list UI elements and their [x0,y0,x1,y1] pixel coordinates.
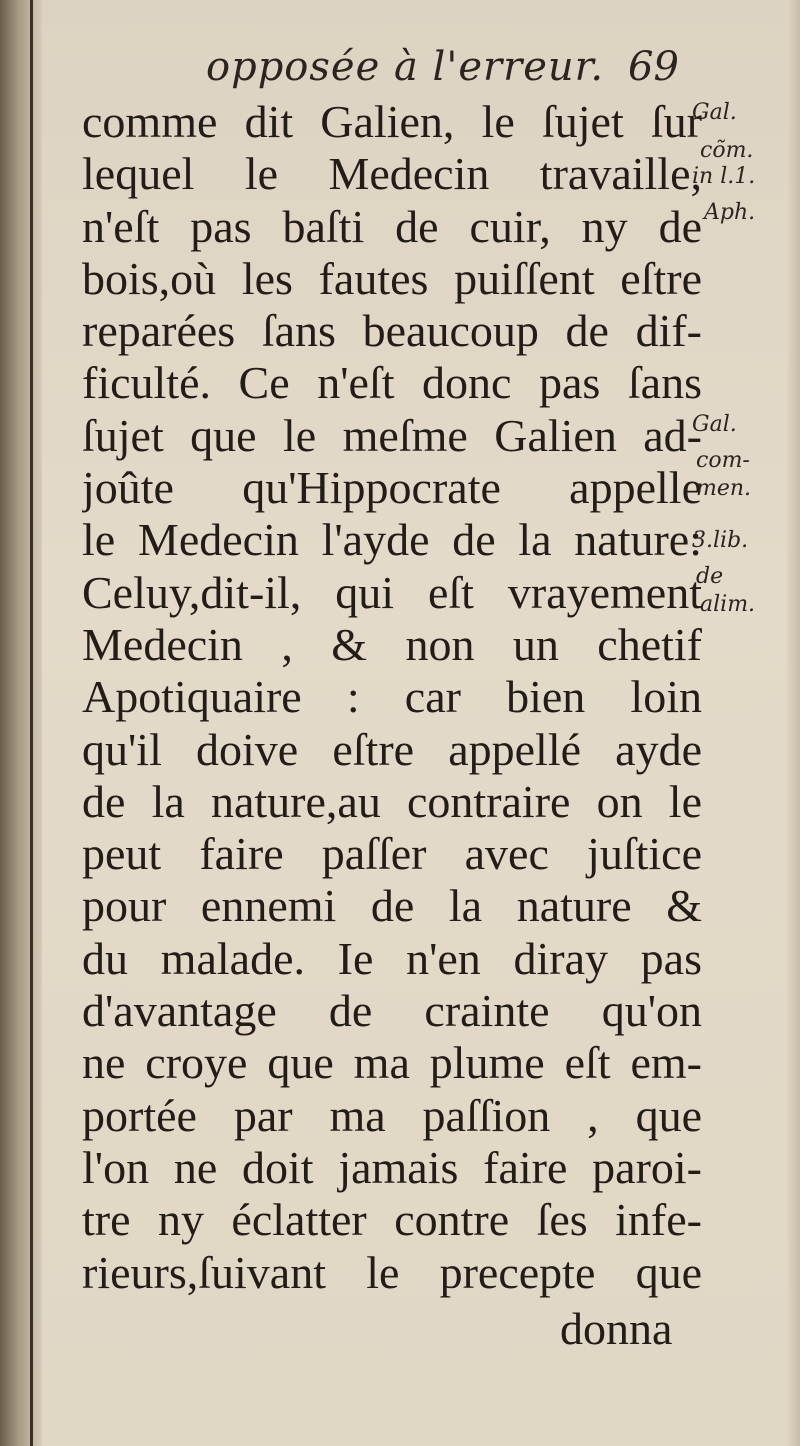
text-line: rieurs,ſuivant le precepte que [82,1246,702,1298]
margin-note: Gal. [692,100,737,125]
running-title: opposée à l'erreur. [206,44,605,90]
page-gutter-shadow [0,0,42,1446]
page-right-edge [786,0,800,1446]
text-line: lequel le Medecin travaille, [82,148,702,200]
margin-note: cõm. [700,138,754,163]
text-line: de la nature,au contraire on le [82,775,702,827]
text-line: portée par ma paſſion , que [82,1089,702,1141]
binding-edge [30,0,33,1446]
page-header [0,44,800,100]
text-line: pour ennemi de la nature & [82,880,702,932]
text-line: ficulté. Ce n'eſt donc pas ſans [82,357,702,409]
body-text [82,96,702,1299]
text-line: peut faire paſſer avec juſtice [82,828,702,880]
page-number: 69 [628,44,679,90]
text-line: comme dit Galien, le ſujet ſur [82,96,702,147]
text-line: n'eſt pas baſti de cuir, ny de [82,200,702,252]
text-line: Celuy,dit-il, qui eſt vrayement [82,566,702,618]
margin-note: alim. [700,592,756,617]
text-line: joûte qu'Hippocrate appelle [82,462,702,514]
margin-note: in l.1. [692,164,756,189]
text-line: Apotiquaire : car bien loin [82,671,702,723]
margin-note: men. [696,476,752,501]
margin-note: Aph. [704,200,756,225]
text-line: bois,où les fautes puiſſent eſtre [82,252,702,304]
margin-note: Gal. [692,412,737,437]
text-line: d'avantage de crainte qu'on [82,985,702,1037]
margin-note: de [696,564,724,589]
text-line: du malade. Ie n'en diray pas [82,932,702,984]
margin-note: com- [696,448,750,473]
text-line: le Medecin l'ayde de la nature: [82,514,702,566]
text-line: tre ny éclatter contre ſes infe- [82,1194,702,1246]
text-line: l'on ne doit jamais faire paroi- [82,1141,702,1193]
margin-note: 3.lib. [692,528,749,553]
text-line: ne croye que ma plume eſt em- [82,1037,702,1089]
text-line: reparées ſans beaucoup de dif- [82,305,702,357]
text-line: ſujet que le meſme Galien ad- [82,409,702,461]
text-line: qu'il doive eſtre appellé ayde [82,723,702,775]
catchword: donna [560,1303,673,1354]
text-line: Medecin , & non un chetif [82,618,702,670]
